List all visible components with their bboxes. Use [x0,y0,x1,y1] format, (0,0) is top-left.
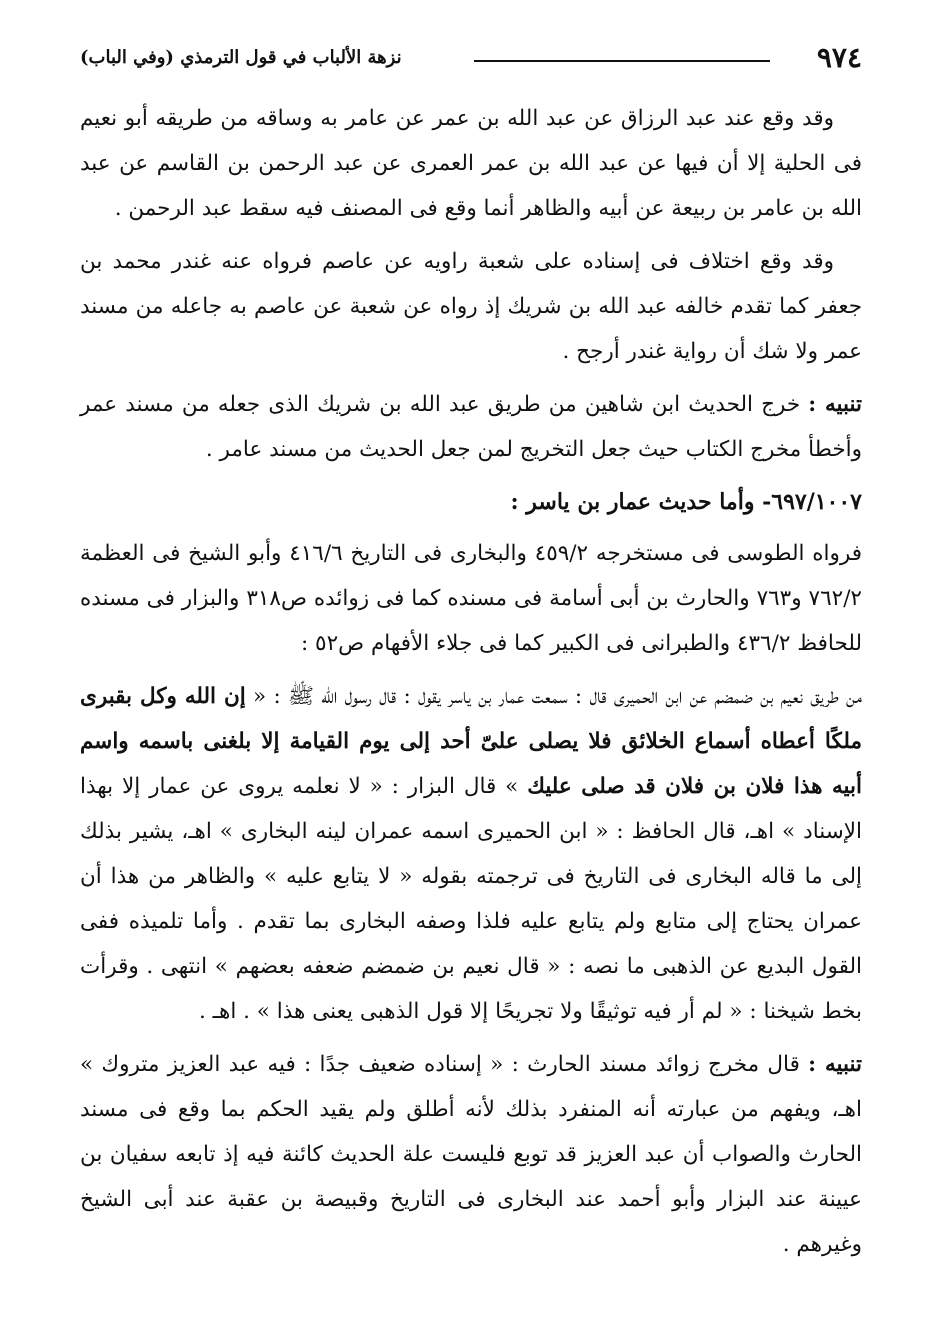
chain-intro: من طريق نعيم بن ضمضم عن ابن الحميرى قال : سمعت عمار بن ياسر يقول : قال رسول الله ﷺ : « [245,684,862,709]
paragraph-text: فرواه الطوسى فى مستخرجه ٤٥٩/٢ والبخارى فى التاريخ ٤١٦/٦ وأبو الشيخ فى العظمة ٧٦٢/٢ و٧٦٣ والحارث بن أبى أسامة فى مسنده كما فى زوائده ص٣١٨ والبزار فى مسنده للحافظ ٤٣٦/٢ والطبرانى فى الكبير كما فى جلاء الأفهام ص٥٢ : [80,541,862,656]
section-heading-ammar [80,480,862,525]
paragraph-shuba-disagreement [80,239,862,374]
paragraph-text: وقد وقع عند عبد الرزاق عن عبد الله بن عمر عن عامر به وساقه من طريقه أبو نعيم فى الحلية إلا أن فيها عن عبد الله بن عمر العمرى عن عبد الرحمن بن القاسم عن عبد الله بن عامر بن ربيعة عن أبيه والظاهر أنما وقع فى المصنف فيه سقط عبد الرحمن . [80,106,862,221]
paragraph-hadith-chain [80,674,862,1034]
hadith-number: ٦٩٧/١٠٠٧- [762,489,862,515]
section-title: وأما حديث عمار بن ياسر : [510,489,763,515]
page-number: ٩٧٤ [816,41,862,74]
note-text: خرج الحديث ابن شاهين من طريق عبد الله بن شريك الذى جعله من مسند عمر وأخطأ مخرج الكتاب حيث جعل التخريج لمن جعل الحديث من مسند عامر . [80,392,862,462]
note-ibn-shahin [80,382,862,472]
note-label: تنبيه : [808,1052,862,1077]
paragraph-abdurrazzaq [80,96,862,231]
hadith-text: إن الله وكل بقبرى ملكًا أعطاه أسماع الخلائق فلا يصلى علىّ أحد إلى يوم القيامة إلا بلغنى باسمه واسم أبيه هذا فلان بن فلان قد صلى عليك [80,684,862,799]
note-text: قال مخرج زوائد مسند الحارث : « إسناده ضعيف جدًا : فيه عبد العزيز متروك » اهـ، ويفهم من عبارته أنه المنفرد بذلك لأنه أطلق ولم يقيد الحكم بما وقع فى مسند الحارث والصواب أن عبد العزيز قد توبع فليست علة الحديث كائنة فيه إذ تابعه سفيان بن عيينة عند البزار وأبو أحمد عند البخارى فى التاريخ وقبيصة بن عقبة عند أبى الشيخ وغيرهم . [80,1052,862,1257]
running-title: نزهة الألباب في قول الترمذي (وفي الباب) [80,47,402,68]
paragraph-text: وقد وقع اختلاف فى إسناده على شعبة راويه عن عاصم فرواه عنه غندر محمد بن جعفر كما تقدم خالفه عبد الله بن شريك إذ رواه عن شعبة عن عاصم به جاعله من مسند عمر ولا شك أن رواية غندر أرجح . [80,249,862,364]
chain-commentary: » قال البزار : « لا نعلمه يروى عن عمار إلا بهذا الإسناد » اهـ، قال الحافظ : « ابن الحميرى اسمه عمران لينه البخارى » اهـ، يشير بذلك إلى ما قاله البخارى فى التاريخ فى ترجمته بقوله « لا يتابع عليه » والظاهر من هذا أن عمران يحتاج إلى متابع ولم يتابع عليه فلذا وصفه البخارى بما تقدم . وأما تلميذه ففى القول البديع عن الذهبى ما نصه : « قال نعيم بن ضمضم ضعفه بعضهم » انتهى . وقرأت بخط شيخنا : « لم أر فيه توثيقًا ولا تجريحًا إلا قول الذهبى يعنى هذا » . اهـ . [80,774,862,1024]
note-label: تنبيه : [808,392,862,417]
paragraph-sources [80,531,862,666]
page-header [80,36,862,80]
header-rule [474,60,770,62]
page-body [80,96,862,1275]
note-harith-zawaid [80,1042,862,1267]
